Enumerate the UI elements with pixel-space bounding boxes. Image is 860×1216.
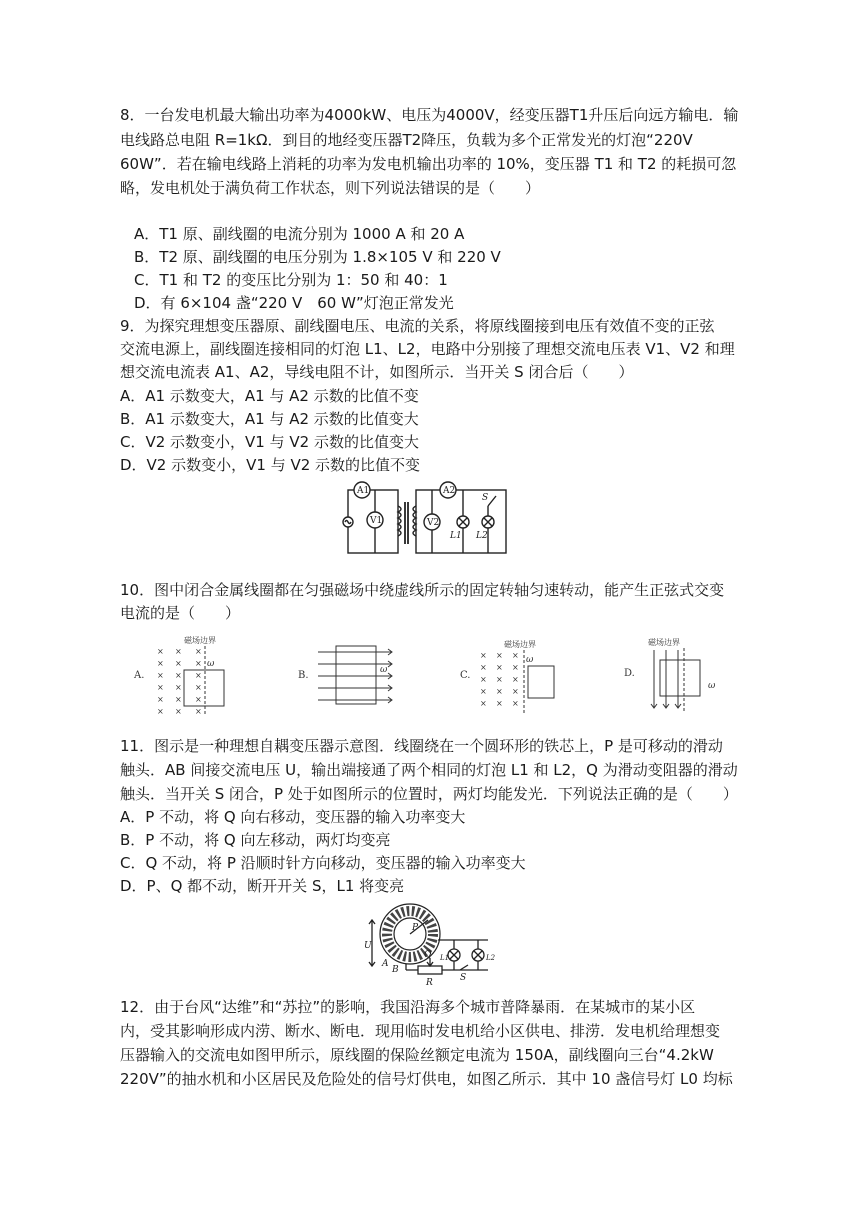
option-b-label: B. [298, 670, 309, 681]
transformer-circuit-diagram [340, 478, 520, 560]
magnetic-field-crosses [480, 651, 519, 708]
v2-label: V2 [427, 518, 440, 528]
svg-text:×: × [496, 699, 503, 708]
question-11-stem-line: 触头．AB 间接交流电压 U，输出端接通了两个相同的灯泡 L1 和 L2，Q 为滑动变阻器的滑动 [120, 761, 738, 779]
question-10-stem-line: 电流的是（ ） [120, 604, 241, 622]
b-label: B [392, 965, 399, 975]
svg-text:×: × [157, 683, 164, 692]
question-8-option-b[interactable]: B．T2 原、副线圈的电压分别为 1.8×105 V 和 220 V [134, 248, 501, 266]
svg-text:×: × [496, 663, 503, 672]
question-10-stem-line: 10．图中闭合金属线圈都在匀强磁场中绕虚线所示的固定转轴匀速转动，能产生正弦式交变 [120, 581, 725, 599]
question-11-option-a[interactable]: A．P 不动，将 Q 向右移动，变压器的输入功率变大 [120, 808, 466, 826]
svg-text:×: × [512, 663, 519, 672]
svg-text:×: × [157, 659, 164, 668]
boundary-label: 磁场边界 [648, 638, 680, 647]
omega-label: ω [526, 655, 534, 665]
svg-text:×: × [512, 699, 519, 708]
p-label: P [412, 923, 419, 933]
magnetic-field-lines [318, 649, 392, 703]
svg-text:×: × [157, 647, 164, 656]
svg-text:×: × [512, 687, 519, 696]
v1-label: V1 [370, 516, 383, 526]
svg-text:×: × [157, 707, 164, 716]
autotransformer-diagram [360, 900, 500, 988]
coil-frame [528, 666, 554, 698]
svg-text:×: × [175, 695, 182, 704]
svg-text:×: × [480, 699, 487, 708]
s-label: S [460, 973, 467, 983]
svg-text:×: × [157, 695, 164, 704]
svg-text:×: × [175, 671, 182, 680]
coil-frame [336, 646, 376, 704]
question-8-stem-line: 电线路总电阻 R=1kΩ．到目的地经变压器T2降压，负载为多个正常发光的灯泡“220V [120, 131, 693, 149]
question-9-stem-line: 交流电源上，副线圈连接相同的灯泡 L1、L2，电路中分别接了理想交流电压表 V1、V2 和理 [120, 340, 735, 358]
question-9-option-c[interactable]: C．V2 示数变小，V1 与 V2 示数的比值变大 [120, 433, 419, 451]
omega-label: ω [708, 681, 716, 691]
svg-text:×: × [195, 671, 202, 680]
l1-label: L1 [440, 954, 450, 962]
question-8-option-d[interactable]: D．有 6×104 盏“220 V 60 W”灯泡正常发光 [134, 294, 454, 312]
question-8-stem-line: 略，发电机处于满负荷工作状态，则下列说法错误的是（ ） [120, 179, 541, 197]
question-9-stem-line: 想交流电流表 A1、A2，导线电阻不计，如图所示．当开关 S 闭合后（ ） [120, 363, 634, 381]
a2-label: A2 [443, 486, 456, 496]
l2-label: L2 [486, 954, 496, 962]
question-12-stem-line: 12．由于台风“达维”和“苏拉”的影响，我国沿海多个城市普降暴雨．在某城市的某小区 [120, 998, 696, 1016]
a-label: A [382, 959, 389, 969]
svg-text:×: × [195, 659, 202, 668]
option-c-label: C. [460, 670, 471, 681]
svg-text:×: × [480, 651, 487, 660]
q-label: Q [424, 950, 432, 960]
svg-text:×: × [512, 651, 519, 660]
question-8-option-c[interactable]: C．T1 和 T2 的变压比分别为 1：50 和 40：1 [134, 271, 448, 289]
question-9-option-b[interactable]: B．A1 示数变大，A1 与 A2 示数的比值变大 [120, 410, 419, 428]
r-label: R [426, 978, 433, 988]
svg-text:×: × [175, 659, 182, 668]
svg-text:×: × [480, 675, 487, 684]
svg-text:×: × [175, 707, 182, 716]
svg-text:×: × [496, 651, 503, 660]
svg-text:×: × [195, 695, 202, 704]
u-label: U [364, 941, 372, 951]
question-8-option-a[interactable]: A．T1 原、副线圈的电流分别为 1000 A 和 20 A [134, 225, 465, 243]
svg-text:×: × [512, 675, 519, 684]
svg-text:×: × [175, 647, 182, 656]
question-9-stem-line: 9．为探究理想变压器原、副线圈电压、电流的关系，将原线圈接到电压有效值不变的正弦 [120, 317, 715, 335]
a1-label: A1 [357, 486, 370, 496]
svg-text:×: × [157, 671, 164, 680]
question-11-option-c[interactable]: C．Q 不动，将 P 沿顺时针方向移动，变压器的输入功率变大 [120, 854, 526, 872]
svg-text:×: × [195, 707, 202, 716]
omega-label: ω [380, 665, 388, 675]
svg-text:×: × [496, 687, 503, 696]
option-a-label: A. [134, 670, 145, 681]
s-label: S [482, 493, 489, 503]
switch-s-icon [488, 496, 496, 506]
svg-text:×: × [175, 683, 182, 692]
svg-text:×: × [195, 647, 202, 656]
question-8-stem-line: 8．一台发电机最大输出功率为4000kW、电压为4000V，经变压器T1升压后向远方输电．输 [120, 106, 739, 124]
question-11-stem-line: 触头．当开关 S 闭合，P 处于如图所示的位置时，两灯均能发光．下列说法正确的是（ ） [120, 785, 738, 803]
question-11-stem-line: 11．图示是一种理想自耦变压器示意图．线圈绕在一个圆环形的铁芯上，P 是可移动的滑动 [120, 737, 723, 755]
option-c-figure[interactable] [458, 636, 568, 716]
option-b-figure[interactable] [296, 640, 406, 710]
boundary-label: 磁场边界 [184, 636, 216, 645]
question-9-option-a[interactable]: A．A1 示数变大，A1 与 A2 示数的比值不变 [120, 387, 419, 405]
question-11-option-b[interactable]: B．P 不动，将 Q 向左移动，两灯均变亮 [120, 831, 391, 849]
omega-label: ω [207, 659, 215, 669]
boundary-label: 磁场边界 [504, 640, 536, 649]
option-d-figure[interactable] [622, 634, 732, 714]
question-12-stem-line: 220V”的抽水机和小区居民及危险处的信号灯供电，如图乙所示．其中 10 盏信号灯 L0 均标 [120, 1070, 733, 1088]
switch-s-icon [460, 965, 468, 970]
svg-text:×: × [480, 687, 487, 696]
coil-frame [184, 670, 224, 706]
question-12-stem-line: 压器输入的交流电如图甲所示，原线圈的保险丝额定电流为 150A，副线圈向三台“4.2kW [120, 1046, 714, 1064]
question-11-option-d[interactable]: D．P、Q 都不动，断开开关 S，L1 将变亮 [120, 877, 405, 895]
rheostat-r-icon [418, 966, 442, 974]
l1-label: L1 [450, 531, 462, 541]
option-a-figure[interactable] [132, 632, 242, 716]
svg-text:×: × [496, 675, 503, 684]
svg-text:×: × [480, 663, 487, 672]
l2-label: L2 [476, 531, 488, 541]
question-12-stem-line: 内，受其影响形成内涝、断水、断电．现用临时发电机给小区供电、排涝．发电机给理想变 [120, 1022, 721, 1040]
magnetic-field-lines [651, 650, 681, 708]
option-d-label: D. [624, 668, 635, 679]
question-8-stem-line: 60W”．若在输电线路上消耗的功率为发电机输出功率的 10%，变压器 T1 和 T2 的耗损可忽 [120, 155, 737, 173]
question-9-option-d[interactable]: D．V2 示数变小，V1 与 V2 示数的比值不变 [120, 456, 421, 474]
svg-text:×: × [195, 683, 202, 692]
